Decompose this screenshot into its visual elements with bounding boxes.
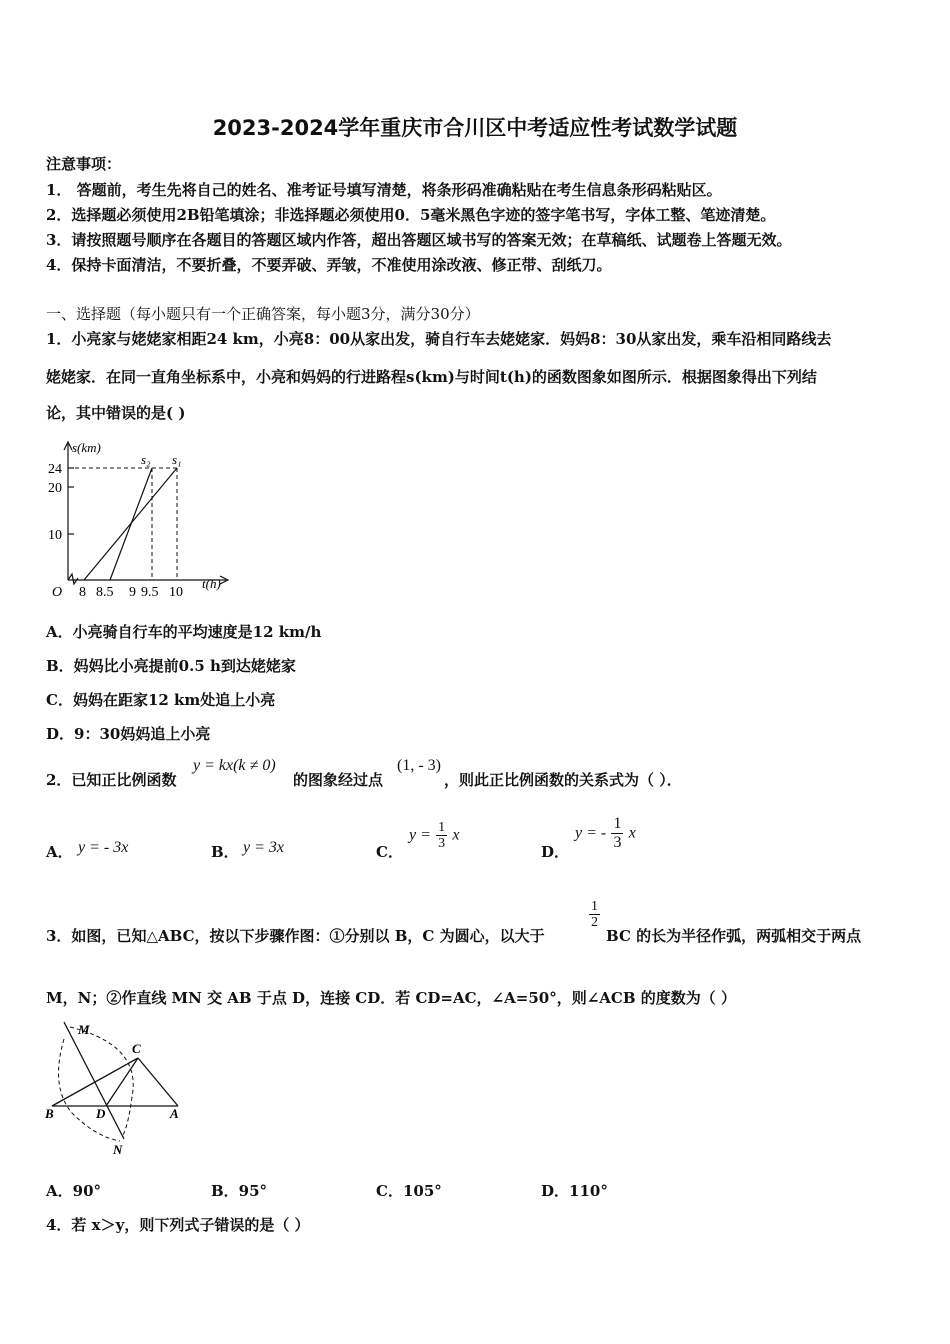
q1-graph-x-tick-8: 8 bbox=[79, 585, 86, 600]
q1-graph bbox=[44, 438, 244, 603]
q3-line-2: M，N；②作直线 MN 交 AB 于点 D，连接 CD．若 CD=AC，∠A=50°，则∠ACB 的度数为（ ） bbox=[46, 989, 736, 1007]
q1-option-c: C．妈妈在距家12 km处追上小亮 bbox=[46, 691, 276, 709]
q1-graph-origin: O bbox=[52, 585, 63, 600]
q3-line-1-post: BC 的长为半径作弧，两弧相交于两点 bbox=[606, 927, 862, 945]
q1-option-a: A．小亮骑自行车的平均速度是12 km/h bbox=[46, 623, 322, 641]
notice-item-3: 3．请按照题号顺序在各题目的答题区域内作答，超出答题区域书写的答案无效；在草稿纸、试题卷上答题无效。 bbox=[46, 231, 792, 249]
q2-option-c-label: C． bbox=[376, 843, 403, 861]
q1-graph-x-tick-9.5: 9.5 bbox=[141, 585, 159, 600]
notice-item-2: 2．选择题必须使用2B铅笔填涂；非选择题必须使用0．5毫米黑色字迹的签字笔书写，字体工整、笔迹清楚。 bbox=[46, 206, 776, 224]
section-heading: 一、选择题（每小题只有一个正确答案，每小题3分，满分30分） bbox=[46, 305, 480, 323]
q2-option-b-label: B． bbox=[211, 843, 239, 861]
q1-graph-x-label: t(h) bbox=[202, 576, 221, 591]
page-title: 2023-2024学年重庆市合川区中考适应性考试数学试题 bbox=[212, 116, 738, 140]
q1-graph-y-tick-20: 20 bbox=[48, 481, 62, 496]
q3-option-a: A．90° bbox=[46, 1182, 102, 1200]
notice-item-1: 1． 答题前，考生先将自己的姓名、准考证号填写清楚，将条形码准确粘贴在考生信息条形码粘贴区。 bbox=[46, 181, 722, 199]
q3-fraction bbox=[589, 899, 600, 930]
q2-suffix: ，则此正比例函数的关系式为（ ）． bbox=[444, 771, 682, 789]
q2-option-d-post: x bbox=[628, 824, 636, 842]
q3-line-1-pre: 3．如图，已知△ABC，按以下步骤作图：①分别以 B，C 为圆心，以大于 bbox=[46, 927, 545, 945]
q1-line-2: 姥姥家．在同一直角坐标系中，小亮和妈妈的行进路程s(km)与时间t(h)的函数图象如图所示．根据图象得出下列结 bbox=[46, 368, 817, 386]
q3-figure bbox=[42, 1017, 192, 1159]
q2-option-a-label: A． bbox=[46, 843, 73, 861]
q2-function: y = kx(k ≠ 0) bbox=[193, 757, 276, 774]
q1-line-3: 论，其中错误的是( ) bbox=[46, 404, 186, 422]
q2-option-b-expr: y = 3x bbox=[243, 839, 284, 856]
q2-option-d-label: D． bbox=[541, 843, 570, 861]
q1-graph-x-tick-8.5: 8.5 bbox=[96, 585, 114, 600]
q2-point: (1, - 3) bbox=[397, 757, 441, 774]
q3-label-n: N bbox=[113, 1142, 123, 1157]
q3-option-b: B．95° bbox=[211, 1182, 268, 1200]
q3-label-c: C bbox=[132, 1041, 141, 1056]
q1-graph-s2-label: s₂ bbox=[141, 452, 151, 467]
q1-graph-x-tick-10: 10 bbox=[169, 585, 183, 600]
q1-line-1: 1．小亮家与姥姥家相距24 km，小亮8：00从家出发，骑自行车去姥姥家．妈妈8：30从家出发，乘车沿相同路线去 bbox=[46, 330, 832, 348]
q3-label-b: B bbox=[45, 1106, 54, 1121]
notice-item-4: 4．保持卡面清洁，不要折叠，不要弄破、弄皱，不准使用涂改液、修正带、刮纸刀。 bbox=[46, 256, 612, 274]
q1-graph-y-label: s(km) bbox=[72, 440, 101, 455]
q2-option-d-num: 1 bbox=[613, 815, 622, 832]
q2-option-d-pre: y = - bbox=[575, 824, 607, 842]
q1-graph-s1-label: s₁ bbox=[172, 452, 182, 467]
q3-label-a: A bbox=[170, 1106, 179, 1121]
q2-option-c-expr bbox=[409, 820, 459, 851]
q4-text: 4．若 x＞y，则下列式子错误的是（ ） bbox=[46, 1216, 310, 1234]
q2-middle: 的图象经过点 bbox=[293, 771, 384, 789]
q3-frac-num: 1 bbox=[591, 899, 598, 914]
q3-option-d: D．110° bbox=[541, 1182, 608, 1200]
q2-option-d-expr bbox=[575, 815, 636, 852]
q3-label-d: D bbox=[96, 1106, 106, 1121]
q3-label-m: M bbox=[78, 1022, 90, 1037]
q2-prefix: 2．已知正比例函数 bbox=[46, 771, 177, 789]
notice-heading: 注意事项： bbox=[46, 155, 122, 173]
q2-option-a-expr: y = - 3x bbox=[78, 839, 129, 856]
q1-graph-y-tick-24: 24 bbox=[48, 462, 62, 477]
q3-frac bbox=[589, 899, 600, 930]
q1-option-d: D．9：30妈妈追上小亮 bbox=[46, 725, 211, 743]
q2-option-c-post: x bbox=[452, 826, 460, 844]
q1-graph-y-tick-10: 10 bbox=[48, 528, 62, 543]
q2-option-c-num: 1 bbox=[438, 820, 446, 835]
q1-option-b: B．妈妈比小亮提前0.5 h到达姥姥家 bbox=[46, 657, 296, 675]
q2-option-d-den: 3 bbox=[613, 834, 622, 851]
q3-option-c: C．105° bbox=[376, 1182, 442, 1200]
q2-option-c-pre: y = bbox=[409, 826, 431, 844]
q2-option-d-fraction bbox=[611, 815, 623, 852]
q2-option-c-den: 3 bbox=[438, 836, 446, 851]
q3-frac-den: 2 bbox=[591, 915, 598, 930]
q1-graph-x-tick-9: 9 bbox=[129, 585, 136, 600]
q2-option-c-fraction bbox=[436, 820, 447, 851]
